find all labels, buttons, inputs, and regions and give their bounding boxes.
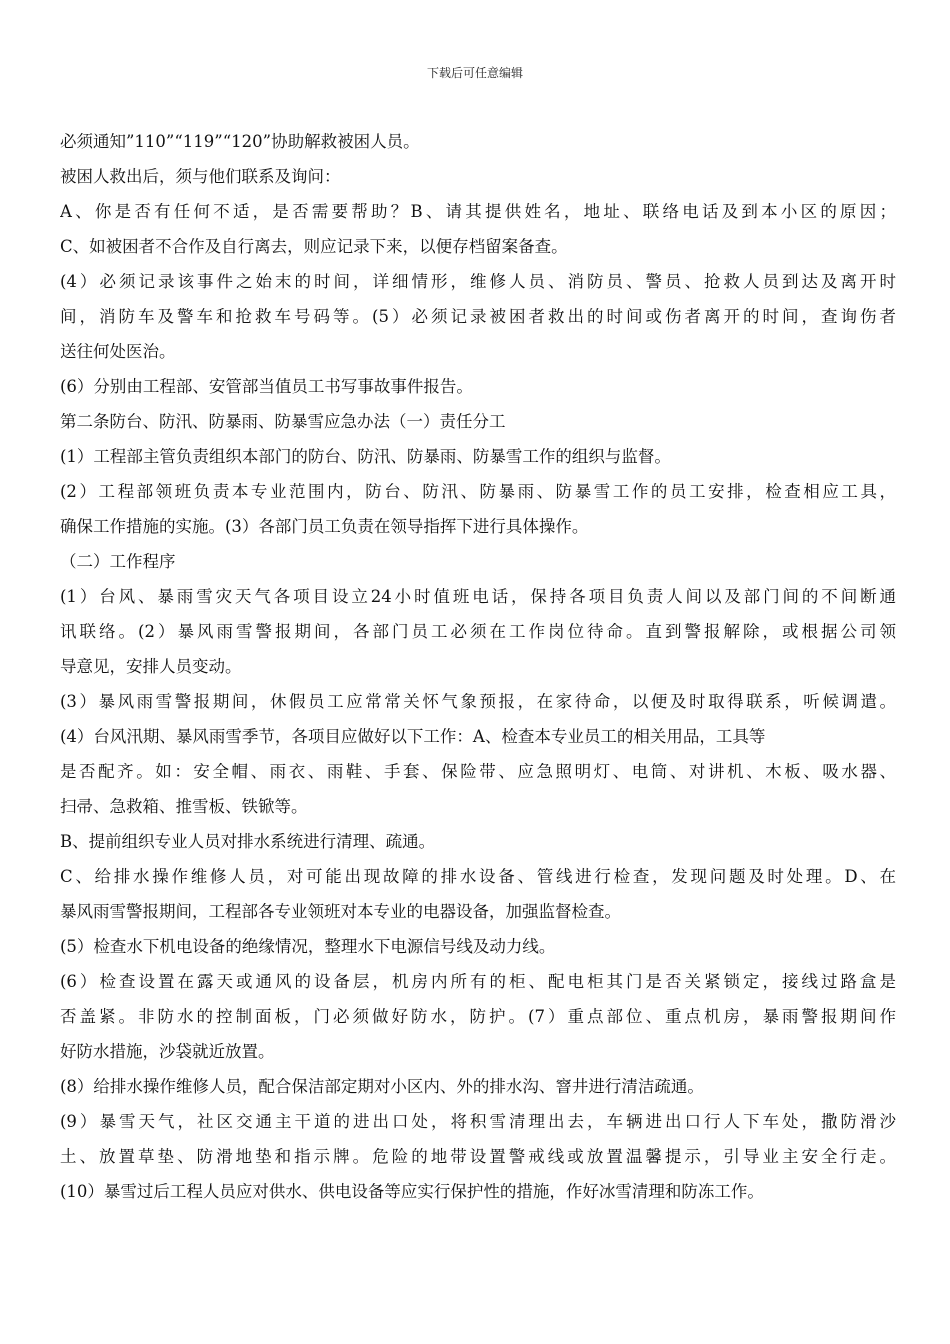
page-header: 下载后可任意编辑 xyxy=(426,66,523,80)
text-line: 是否配齐。如：安全帽、雨衣、雨鞋、手套、保险带、应急照明灯、电筒、对讲机、木板、吸水器、 xyxy=(60,762,896,781)
text-line: 好防水措施，沙袋就近放置。 xyxy=(60,1042,275,1061)
text-line: (8）给排水操作维修人员，配合保洁部定期对小区内、外的排水沟、窨井进行清洁疏通。 xyxy=(60,1077,704,1096)
text-line: 扫帚、急救箱、推雪板、铁锨等。 xyxy=(60,797,308,816)
section-heading: （二）工作程序 xyxy=(60,552,176,571)
text-line: (1）工程部主管负责组织本部门的防台、防汛、防暴雨、防暴雪工作的组织与监督。 xyxy=(60,447,671,466)
text-line: (10）暴雪过后工程人员应对供水、供电设备等应实行保护性的措施，作好冰雪清理和防冻工作。 xyxy=(60,1182,764,1201)
text-line: (6）检查设置在露天或通风的设备层，机房内所有的柜、配电柜其门是否关紧锁定，接线过路盒是 xyxy=(60,972,896,991)
text-line: (5）检查水下机电设备的绝缘情况，整理水下电源信号线及动力线。 xyxy=(60,937,556,956)
section-heading: 第二条防台、防汛、防暴雨、防暴雪应急办法（一）责任分工 xyxy=(60,412,506,431)
text-line: (1）台风、暴雨雪灾天气各项目设立24小时值班电话，保持各项目负责人间以及部门间的不间断通 xyxy=(60,587,896,606)
text-line: 否盖紧。非防水的控制面板，门必须做好防水，防护。(7）重点部位、重点机房，暴雨警报期间作 xyxy=(60,1007,896,1026)
text-line: 确保工作措施的实施。(3）各部门员工负责在领导指挥下进行具体操作。 xyxy=(60,517,589,536)
text-line: B、提前组织专业人员对排水系统进行清理、疏通。 xyxy=(60,832,436,851)
text-line: (4）必须记录该事件之始末的时间，详细情形，维修人员、消防员、警员、抢救人员到达及离开时 xyxy=(60,272,896,291)
text-line: (3）暴风雨雪警报期间，休假员工应常常关怀气象预报，在家待命，以便及时取得联系，听候调遣。 xyxy=(60,692,896,711)
text-line: (9）暴雪天气，社区交通主干道的进出口处，将积雪清理出去，车辆进出口行人下车处，撒防滑沙 xyxy=(60,1112,896,1131)
text-line: (4）台风汛期、暴风雨雪季节，各项目应做好以下工作：A、检查本专业员工的相关用品，工具等 xyxy=(60,727,766,746)
text-line: 间，消防车及警车和抢救车号码等。(5）必须记录被困者救出的时间或伤者离开的时间，查询伤者 xyxy=(60,307,896,326)
text-line: 送往何处医治。 xyxy=(60,342,176,361)
text-line: (2）工程部领班负责本专业范围内，防台、防汛、防暴雨、防暴雪工作的员工安排，检查相应工具， xyxy=(60,482,896,501)
text-line: 被困人救出后，须与他们联系及询问： xyxy=(60,167,341,186)
text-line: A、你是否有任何不适，是否需要帮助？B、请其提供姓名，地址、联络电话及到本小区的原因； xyxy=(60,202,896,221)
text-line: (6）分别由工程部、安管部当值员工书写事故事件报告。 xyxy=(60,377,473,396)
text-line: C、给排水操作维修人员，对可能出现故障的排水设备、管线进行检查，发现问题及时处理。D、在 xyxy=(60,867,896,886)
text-line: 暴风雨雪警报期间，工程部各专业领班对本专业的电器设备，加强监督检查。 xyxy=(60,902,621,921)
text-line: 讯联络。(2）暴风雨雪警报期间，各部门员工必须在工作岗位待命。直到警报解除，或根据公司领 xyxy=(60,622,896,641)
text-line: 土、放置草垫、防滑地垫和指示牌。危险的地带设置警戒线或放置温馨提示，引导业主安全行走。 xyxy=(60,1147,896,1166)
document-body xyxy=(60,124,896,1209)
text-line: C、如被困者不合作及自行离去，则应记录下来，以便存档留案备查。 xyxy=(60,237,568,256)
text-line: 必须通知”110”“119”“120”协助解救被困人员。 xyxy=(60,132,420,151)
text-line: 导意见，安排人员变动。 xyxy=(60,657,242,676)
